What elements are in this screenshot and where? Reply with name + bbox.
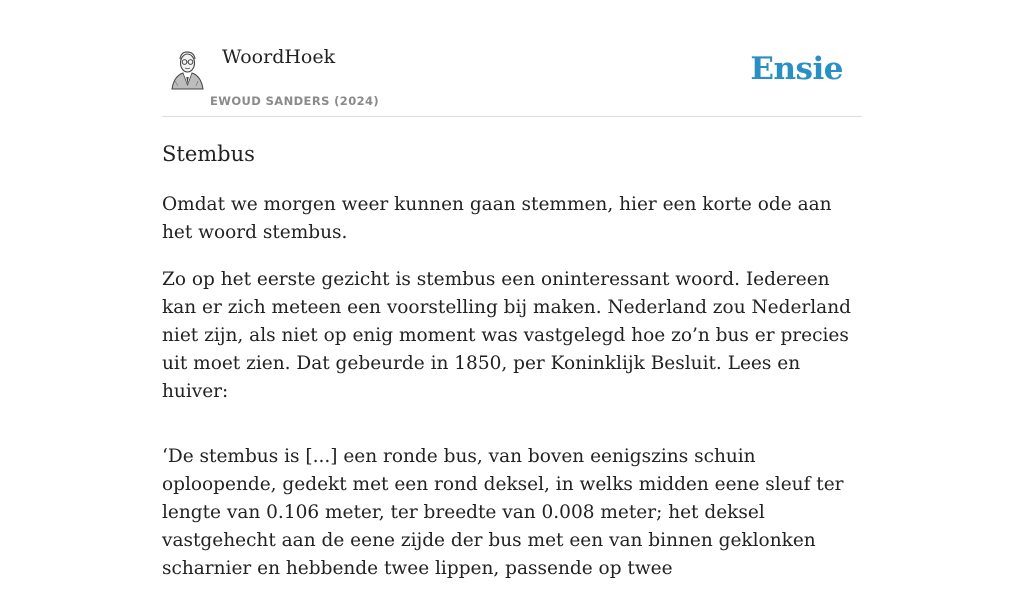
site-title[interactable]: WoordHoek — [222, 46, 336, 68]
site-header — [162, 38, 862, 117]
author-portrait-icon[interactable] — [168, 50, 206, 90]
article-paragraph: Omdat we morgen weer kunnen gaan stemmen, hier een korte ode aan het woord stembus. — [162, 194, 832, 243]
article-title: Stembus — [162, 142, 255, 166]
article-quote: ‘De stembus is [...] een ronde bus, van boven eenigszins schuin oploopende, gedekt met een rond deksel, in welks midden eene sleuf ter lengte van 0.106 meter, ter breedte van 0.008 meter; het deksel vastgehecht aan de eene zijde der bus met een van binnen geklonken scharnier en hebbende twee lippen, passende op twee — [162, 446, 844, 579]
author-byline: EWOUD SANDERS (2024) — [210, 94, 380, 108]
article-paragraph: Zo op het eerste gezicht is stembus een oninteressant woord. Iedereen kan er zich meteen een voorstelling bij maken. Nederland zou Nederland niet zijn, als niet op enig moment was vastgelegd hoe zo’n bus er precies uit moet zien. Dat gebeurde in 1850, per Koninklijk Besluit. Lees en huiver: — [162, 269, 851, 402]
brand-logo[interactable]: Ensie — [750, 51, 843, 87]
article — [162, 138, 862, 602]
